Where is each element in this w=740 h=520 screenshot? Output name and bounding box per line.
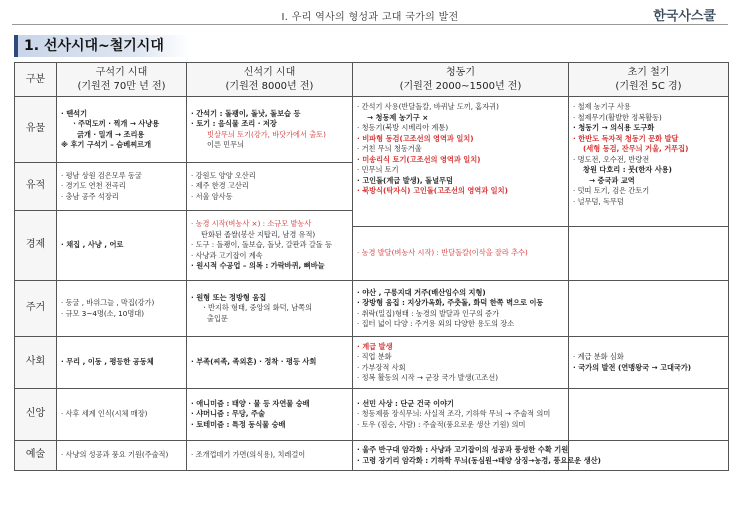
header-bronze-age: 청동기 (기원전 2000~1500년 전) — [353, 63, 569, 97]
row-label-housing: 주거 — [15, 281, 57, 337]
header-category: 구분 — [15, 63, 57, 97]
cell-neo-belief: · 애니미즘 : 태양 · 물 등 자연물 숭배 · 샤머니즘 : 무당, 주술 · 토테미즘 : 특정 동식물 숭배 — [187, 389, 353, 441]
page-header — [0, 0, 740, 28]
cell-neo-art: · 조개껍데기 가면(의식용), 치레걸이 — [187, 441, 353, 471]
cell-paleo-art: · 사냥의 성공과 풍요 기원(주술적) — [57, 441, 187, 471]
row-label-belief: 신앙 — [15, 389, 57, 441]
table-header-row — [15, 63, 729, 97]
header-paleolithic: 구석기 시대 (기원전 70만 년 전) — [57, 63, 187, 97]
cell-neo-relics: · 간석기 : 돌괭이, 돌낫, 돌보습 등 · 토기 : 음식물 조리 · 저장 빗살무늬 토기(강가, 바닷가에서 출토) 이른 민무늬 — [187, 97, 353, 163]
cell-iron-belief-empty — [569, 389, 729, 441]
cell-neo-housing: · 원형 또는 정방형 움집 ㆍ반지하 형태, 중앙의 화덕, 남쪽의 출입문 — [187, 281, 353, 337]
cell-bronze-economy: · 농경 발달(벼농사 시작) : 반달돌칼(이삭을 잘라 추수) — [353, 227, 569, 281]
row-label-economy: 경제 — [15, 211, 57, 281]
row-label-society: 사회 — [15, 337, 57, 389]
cell-paleo-relics: · 뗀석기 ㆍ주먹도끼 · 찍개 → 사냥용 긁개 · 밀개 → 조리용 ※ 후기 구석기 – 슴베찌르개 — [57, 97, 187, 163]
header-early-iron-age: 초기 철기 (기원전 5C 경) — [569, 63, 729, 97]
cell-neo-sites: · 강원도 양양 오산리 · 제주 한경 고산리 · 서울 암사동 — [187, 163, 353, 211]
cell-paleo-economy: · 채집 , 사냥 , 어로 — [57, 211, 187, 281]
row-label-sites: 유적 — [15, 163, 57, 211]
cell-bronze-belief: · 선민 사상 : 단군 건국 이야기 · 청동제품 장식무늬: 사실적 조각, 기하학 무늬 → 주술적 의미 · 토우 (짐승, 사람) : 주술적(풍요로운 생산 기원) 의미 — [353, 389, 569, 441]
cell-paleo-housing: · 동굴 , 바위그늘 , 막집(강가) · 규모 3~4명(소, 10명대) — [57, 281, 187, 337]
chapter-title: I. 우리 역사의 형성과 고대 국가의 발전 — [281, 12, 459, 23]
cell-neo-society: · 부족(씨족, 족외혼) · 정착 · 평등 사회 — [187, 337, 353, 389]
cell-paleo-sites: · 평남 상원 검은모루 동굴 · 경기도 연천 전곡리 · 충남 공주 석장리 — [57, 163, 187, 211]
section-title: 1. 선사시대~철기시대 — [24, 38, 164, 54]
row-label-art: 예술 — [15, 441, 57, 471]
cell-bronze-society: · 계급 발생 · 직업 분화 · 가부장적 사회 · 정복 활동의 시작 → 군장 국가 발생(고조선) — [353, 337, 569, 389]
cell-iron-housing-empty — [569, 281, 729, 337]
brand-logo-text: 한국사스쿨 — [653, 9, 716, 24]
cell-iron-relics: · 철제 농기구 사용 · 철제무기(활발한 정복활동) · 청동기 → 의식용 도구화 · 한반도 독자적 청동기 문화 발달 (세형 동검, 잔무늬 거울, 거푸집) · 명도전, 오수전, 반량전 창원 다호리 : 붓(한자 사용) → 중국과 교역 · 덧띠 토기, 검은 간토기 · 널무덤, 독무덤 — [569, 97, 729, 227]
table-row — [15, 441, 729, 471]
section-title-bar — [14, 35, 189, 57]
cell-bronze-art: · 울주 반구대 암각화 : 사냥과 고기잡이의 성공과 풍성한 수확 기원 · 고령 장기리 암각화 : 기하학 무늬(동심원→태양 상징→농경, 풍요로운 생산) — [353, 441, 569, 471]
cell-iron-society: · 계급 분화 심화 · 국가의 발전 (연맹왕국 → 고대국가) — [569, 337, 729, 389]
cell-iron-economy-empty — [569, 227, 729, 281]
cell-bronze-housing: · 야산 , 구릉지대 거주(배산임수의 지형) · 장방형 움집 : 지상가옥화, 주춧돌, 화덕 한쪽 벽으로 이동 · 취락(밀집)형태 : 농경의 발달과 인구의 증가 · 집터 넓이 다양 : 주거용 외의 다양한 용도의 장소 — [353, 281, 569, 337]
cell-bronze-relics: · 간석기 사용(반달돌칼, 바퀴날 도끼, 홈자귀) → 청동제 농기구 × · 청동기(북방 시베리아 계통) · 비파형 동검(고조선의 영역과 일치) · 거친 무늬 청동거울 · 미송리식 토기(고조선의 영역과 일치) · 민무늬 토기 · 고인돌(계급 발생), 돌널무덤 · 북방식(탁자식) 고인돌(고조선의 영역과 일치) — [353, 97, 569, 227]
history-table — [14, 62, 729, 471]
cell-paleo-society: · 무리 , 이동 , 평등한 공동체 — [57, 337, 187, 389]
table-row — [15, 281, 729, 337]
table-row — [15, 97, 729, 163]
table-row — [15, 337, 729, 389]
cell-neo-economy: · 농경 시작(벼농사 ×) : 소규모 밭농사 탄화된 좁쌀(봉산 지탑리, 남경 유적) · 도구 : 돌괭이, 돌보습, 돌낫, 갈판과 갈돌 등 · 사냥과 고기잡이 계속 · 원시적 수공업 – 의복 : 가락바퀴, 뼈바늘 — [187, 211, 353, 281]
header-divider — [12, 24, 728, 25]
cell-paleo-belief: · 사후 세계 인식(시체 매장) — [57, 389, 187, 441]
header-neolithic: 신석기 시대 (기원전 8000년 전) — [187, 63, 353, 97]
row-label-relics: 유물 — [15, 97, 57, 163]
table-row — [15, 389, 729, 441]
